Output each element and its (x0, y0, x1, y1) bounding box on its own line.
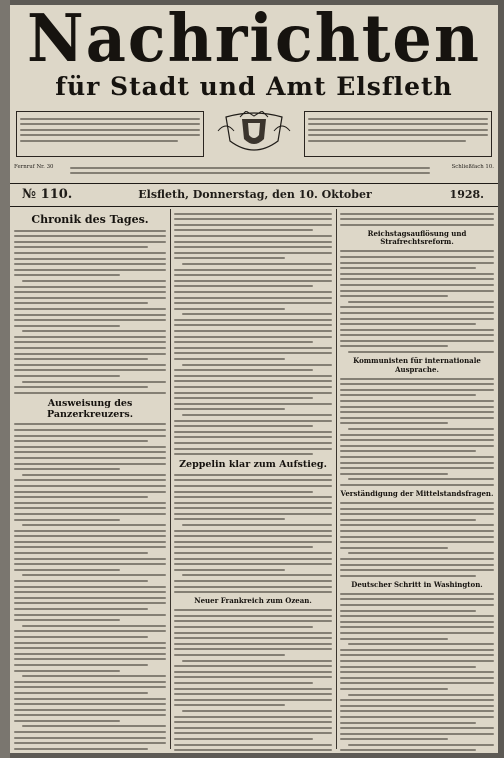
article-body (14, 230, 166, 394)
article-body (174, 609, 332, 753)
article-headline: Chronik des Tages. (31, 213, 149, 226)
article-headline: Reichstagsauflösung und Strafrechtsreform. (367, 228, 467, 247)
column-3 (340, 209, 494, 753)
phone-number: Fernruf Nr. 30 (14, 164, 54, 170)
dateline (10, 183, 498, 207)
article-headline: Neuer Frankreich zum Ozean. (194, 596, 312, 606)
issue-number: № 110. (22, 187, 73, 202)
info-bar (16, 111, 492, 163)
masthead-subtitle: für Stadt und Amt Elsfleth (55, 72, 453, 101)
article-body (174, 213, 332, 456)
scan-edge (0, 0, 10, 758)
article-body (340, 250, 494, 353)
contact-bar (10, 163, 498, 185)
article-body (340, 593, 494, 753)
article-body (340, 213, 494, 226)
advertising-info-box (304, 111, 492, 157)
article-headline: Verständigung der Mittelstandsfragen. (340, 488, 494, 498)
article-body (340, 378, 494, 486)
article-headline: Deutscher Schritt in Washington. (351, 579, 483, 589)
article-body (14, 423, 166, 753)
article-body (174, 474, 332, 593)
issue-year: 1928. (449, 188, 484, 201)
newspaper-page (10, 5, 498, 753)
masthead-title: Nachrichten (27, 5, 481, 77)
article-headline: Ausweisung des Panzerkreuzers. (46, 397, 134, 420)
coat-of-arms-icon (212, 111, 296, 159)
masthead (10, 5, 498, 111)
po-box: Schließfach 10. (451, 164, 494, 170)
article-headline: Zeppelin klar zum Aufstieg. (179, 459, 327, 471)
article-headline: Kommunisten für internationale Ausprache. (353, 356, 481, 374)
subscription-info-box (16, 111, 204, 157)
article-body (340, 502, 494, 577)
column-1 (14, 209, 166, 753)
supplement-note (70, 163, 430, 178)
issue-date: Elsfleth, Donnerstag, den 10. Oktober (138, 188, 372, 201)
article-columns (14, 209, 494, 753)
column-2 (174, 209, 332, 753)
